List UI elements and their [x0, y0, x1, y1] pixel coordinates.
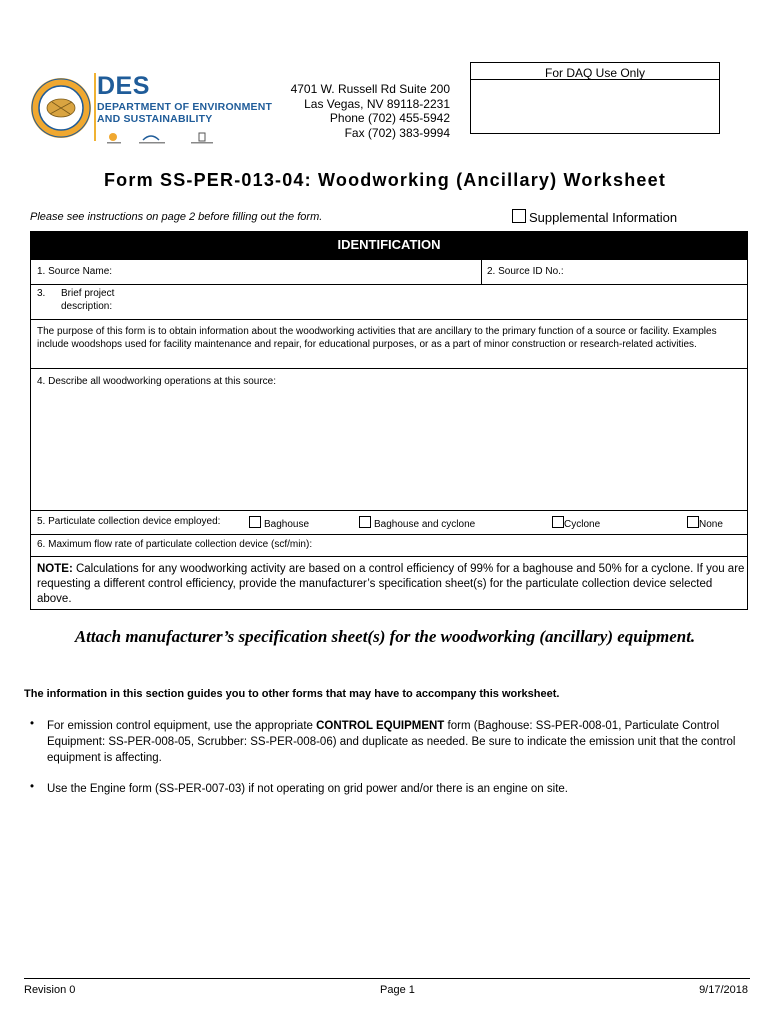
- max-flow-rate-label: 6. Maximum flow rate of particulate collection device (scf/min):: [37, 539, 313, 550]
- particulate-device-label: 5. Particulate collection device employed:: [37, 516, 221, 527]
- daq-use-only-box: [470, 62, 720, 134]
- identification-header: IDENTIFICATION: [31, 232, 747, 260]
- source-name-field[interactable]: [131, 261, 481, 283]
- max-flow-rate-field[interactable]: [371, 535, 743, 555]
- footer-page-number: Page 1: [380, 984, 415, 996]
- bullet-icon: •: [30, 718, 35, 730]
- describe-operations-field[interactable]: [35, 392, 743, 507]
- baghouse-checkbox[interactable]: [249, 516, 261, 528]
- cyclone-checkbox[interactable]: [552, 516, 564, 528]
- bullet-engine-form: Use the Engine form (SS-PER-007-03) if not operating on grid power and/or there is an engine on site.: [47, 783, 568, 795]
- supplemental-checkbox[interactable]: [512, 209, 526, 223]
- cyclone-label: Cyclone: [564, 519, 601, 530]
- attach-spec-sheet-instruction: Attach manufacturer’s specification sheet(s) for the woodworking (ancillary) equipment.: [74, 627, 696, 646]
- source-id-label: 2. Source ID No.:: [487, 266, 564, 277]
- row-divider: [31, 556, 747, 557]
- note-body: Calculations for any woodworking activity are based on a control efficiency of 99% for a baghouse and 50% for a cyclone. If you are requesting a different control efficiency, provide the manufacturer’s specification sheet(s) for the particulate collection device selected above.: [37, 563, 745, 605]
- address-line2: Las Vegas, NV 89118-2231: [304, 97, 450, 111]
- none-checkbox[interactable]: [687, 516, 699, 528]
- des-subtitle-line1: DEPARTMENT OF ENVIRONMENT: [97, 101, 273, 113]
- source-id-field[interactable]: [583, 261, 743, 283]
- bullet1-text-bold: CONTROL EQUIPMENT: [316, 720, 445, 732]
- phone-number: Phone (702) 455-5942: [329, 111, 450, 125]
- footer-revision: Revision 0: [24, 984, 76, 996]
- baghouse-label: Baghouse: [264, 519, 310, 530]
- describe-operations-label: 4. Describe all woodworking operations at this source:: [37, 376, 277, 387]
- des-subtitle-line2: AND SUSTAINABILITY: [97, 113, 213, 125]
- note-text: [37, 562, 745, 607]
- baghouse-and-cyclone-label: Baghouse and cyclone: [374, 519, 476, 530]
- purpose-text: The purpose of this form is to obtain information about the woodworking activities that are ancillary to the primary function of a source or facility. Examples include woodshops used for facility maintenance and repair, for educational purposes, or as a part of minor construction or research-related activities.: [37, 326, 717, 350]
- address-line1: 4701 W. Russell Rd Suite 200: [290, 82, 450, 96]
- brief-description-label-line1: Brief project: [61, 288, 115, 299]
- bullet-control-equipment: [47, 718, 752, 766]
- row-divider: [31, 510, 747, 511]
- note-label: NOTE:: [37, 563, 73, 575]
- daq-use-only-label: For DAQ Use Only: [471, 63, 719, 80]
- brief-description-number: 3.: [37, 288, 46, 299]
- brief-description-label-line2: description:: [61, 301, 113, 312]
- brief-description-field[interactable]: [131, 285, 741, 318]
- option-baghouse-and-cyclone: [359, 516, 475, 530]
- bullet-icon: •: [30, 781, 35, 793]
- daq-use-only-field[interactable]: [471, 80, 719, 133]
- footer-divider: [24, 978, 750, 979]
- fax-number: Fax (702) 383-9994: [344, 126, 450, 140]
- bullet1-text-post: form (Baghouse: SS-PER-008-01, Particulate Control Equipment: SS-PER-008-05, Scrubber: SS-PER-008-06) and duplicate as needed. Be sure to indicate the emission unit that the control equipment is affecting.: [47, 720, 736, 764]
- option-baghouse: [249, 516, 309, 530]
- logo-divider: [94, 73, 96, 141]
- bullet1-text-pre: For emission control equipment, use the appropriate: [47, 720, 317, 732]
- option-cyclone: [552, 516, 600, 530]
- baghouse-and-cyclone-checkbox[interactable]: [359, 516, 371, 528]
- instructions-text: Please see instructions on page 2 before filling out the form.: [30, 211, 323, 223]
- none-label: None: [699, 519, 723, 530]
- option-none: [687, 516, 723, 530]
- des-title: DES: [97, 72, 150, 100]
- clark-county-seal-logo: [30, 72, 92, 144]
- supplemental-label: Supplemental Information: [529, 210, 678, 225]
- supplemental-info: [512, 209, 677, 225]
- identification-section: [30, 231, 748, 610]
- footer-date: 9/17/2018: [699, 984, 748, 996]
- guides-heading: The information in this section guides you to other forms that may have to accompany this worksheet.: [24, 688, 560, 700]
- form-title: Form SS-PER-013-04: Woodworking (Ancillary) Worksheet: [103, 170, 667, 190]
- row-divider: [31, 319, 747, 320]
- particulate-device-row: [37, 516, 743, 530]
- source-name-label: 1. Source Name:: [37, 266, 113, 277]
- partner-logos: [103, 131, 233, 145]
- row1-divider: [481, 260, 482, 284]
- row-divider: [31, 368, 747, 369]
